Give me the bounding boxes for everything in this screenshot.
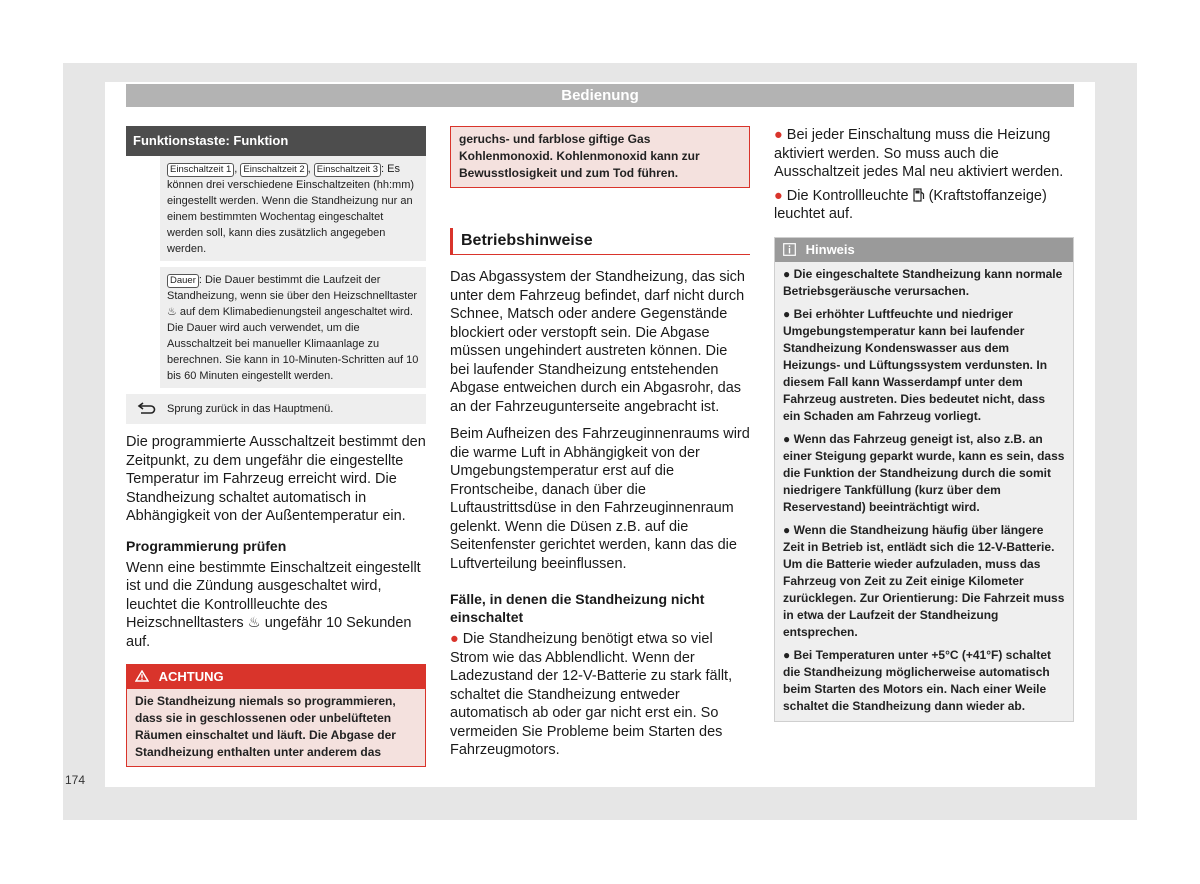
column-left — [126, 126, 426, 767]
column-middle — [450, 126, 750, 760]
subheading: Fälle, in denen die Standheizung nicht einschaltet — [450, 591, 705, 625]
paragraph: Beim Aufheizen des Fahrzeuginnenraums wird die warme Luft in Abhängigkeit von der Umgebungstemperatur erst auf die Frontscheibe, danach über die Luftaustrittsdüse in den Fahrzeuginnenraum gelenkt. Wenn die Düsen z.B. auf die Seitenfenster gerichtet werden, kann das die Luftverteilung beeinflussen. — [450, 426, 750, 572]
section-title: Betriebshinweise — [450, 228, 750, 255]
note-item: ● Die eingeschaltete Standheizung kann normale Betriebsgeräusche verursachen. — [783, 266, 1063, 298]
subheading: Programmierung prüfen — [126, 537, 287, 554]
table-row — [126, 267, 426, 388]
row-text: : Die Dauer bestimmt die Laufzeit der Standheizung, wenn sie über den Heizschnelltaster ♨ auf dem Klimabedienungsteil angeschaltet wird. Die Dauer wird auch verwendet, um die Ausschaltzeit bei manueller Klimaanlage zu berechnen. Sie kann in 10-Minuten-Schritten auf 10 bis 60 Minuten eingestellt werden. — [167, 274, 419, 382]
bullet-item: ● Bei jeder Einschaltung muss die Heizung aktiviert werden. So muss auch die Ausschaltzeit jedes Mal neu aktiviert werden. — [774, 127, 1064, 180]
back-row-text: Sprung zurück in das Hauptmenü. — [167, 403, 334, 415]
row-text: : Es können drei verschiedene Einschaltzeiten (hh:mm) eingestellt werden. Wenn die Standheizung nur an einem bestimmten Wochentag eingeschaltet werden soll, kann dies zusätzlich angegeben werden. — [167, 163, 415, 255]
column-right — [774, 126, 1074, 722]
note-body — [775, 262, 1073, 721]
key-einschaltzeit-1: Einschaltzeit 1 — [167, 163, 234, 177]
paragraph: Wenn eine bestimmte Einschaltzeit eingestellt ist und die Zündung ausgeschaltet wird, leuchtet die Kontrollleuchte des Heizschnelltasters ♨ ungefähr 10 Sekunden auf. — [126, 559, 421, 650]
note-item: ● Bei Temperaturen unter +5°C (+41°F) schaltet die Standheizung möglicherweise automatisch beim Starten des Motors ein. Nach einer Weile schaltet die Standheizung dann wieder ab. — [783, 647, 1052, 713]
warning-header: ACHTUNG — [127, 665, 425, 689]
table-row-back — [126, 394, 426, 424]
table-cell — [160, 267, 426, 388]
paragraph: Das Abgassystem der Standheizung, das sich unter dem Fahrzeug befindet, darf nicht durch Schnee, Matsch oder andere Gegenstände blockiert oder verstopft sein. Die Abgase müssen ungehindert austreten können. Die bei laufender Standheizung entstehenden Abgase entweichen durch ein Abgasrohr, das an der Fahrzeugunterseite angebracht ist. — [450, 269, 745, 415]
table-title: Funktionstaste: Funktion — [126, 126, 426, 156]
warning-text: geruchs- und farblose giftige Gas Kohlenmonoxid. Kohlenmonoxid kann zur Bewusstlosigkeit und zum Tod führen. — [451, 127, 749, 187]
table-row — [126, 156, 426, 261]
fuel-gauge-icon — [913, 188, 925, 204]
warning-text: Die Standheizung niemals so programmieren, dass sie in geschlossenen oder unbelüfteten Räumen einschaltet und läuft. Die Abgase der Standheizung enthalten unter anderem das — [127, 689, 425, 766]
warning-triangle-icon — [135, 669, 153, 684]
back-arrow-icon — [126, 401, 167, 417]
warning-box — [126, 664, 426, 767]
bullet-item: ● Die Standheizung benötigt etwa so viel Strom wie das Abblendlicht. Wenn der Ladezustand der 12-V-Batterie zu stark fällt, schaltet die Standheizung entweder automatisch ab oder gar nicht erst ein. So vermeiden Sie Probleme beim Starten des Fahrzeugmotors. — [450, 631, 733, 758]
note-item: ● Wenn das Fahrzeug geneigt ist, also z.B. an einer Steigung geparkt wurde, kann es sein, dass die Funktion der Standheizung durch die somit niedrigere Tankfüllung (kurz über dem Reservestand) beeinträchtigt wird. — [783, 431, 1065, 514]
key-einschaltzeit-2: Einschaltzeit 2 — [240, 163, 307, 177]
warning-box-continued — [450, 126, 750, 188]
bullet-item: ● Die Kontrollleuchte (Kraftstoffanzeige) leuchtet auf. — [774, 187, 1047, 222]
note-item: ● Bei erhöhter Luftfeuchte und niedriger Umgebungstemperatur kann bei laufender Standheizung Kondenswasser aus dem Heizungs- und Lüftungssystem verdunsten. In diesem Fall kann Wasserdampf unter dem Fahrzeug austreten. Dies bedeutet nicht, dass ein Schaden am Fahrzeug vorliegt. — [783, 306, 1048, 423]
page-number: 174 — [65, 773, 86, 787]
key-dauer: Dauer — [167, 274, 199, 288]
info-icon — [783, 242, 796, 257]
key-einschaltzeit-3: Einschaltzeit 3 — [314, 163, 381, 177]
chapter-header: Bedienung — [126, 84, 1074, 107]
table-cell: Einschaltzeit 1 , Einschaltzeit 2 , Einschaltzeit 3 : Es können drei verschiedene Einschaltzeiten (hh:mm) eingestellt werden. Wenn die Standheizung nur an einem bestimmten Wochentag eingeschaltet werden soll, kann dies zusätzlich angegeben werden. — [160, 156, 426, 261]
note-item: ● Wenn die Standheizung häufig über längere Zeit in Betrieb ist, entlädt sich die 12-V-Batterie. Um die Batterie wieder aufzuladen, muss das Fahrzeug von Zeit zu Zeit einige Kilometer zurücklegen. Zur Orientierung: Die Fahrzeit muss in etwa der Laufzeit der Standheizung entsprechen. — [783, 522, 1065, 639]
paragraph: Die programmierte Ausschaltzeit bestimmt den Zeitpunkt, zu dem ungefähr die eingestellte Temperatur im Fahrzeug erreicht wird. Die Standheizung schaltet automatisch in Abhängigkeit von der Außentemperatur ein. — [126, 434, 426, 524]
note-header: Hinweis — [775, 238, 1073, 262]
note-box — [774, 237, 1074, 722]
